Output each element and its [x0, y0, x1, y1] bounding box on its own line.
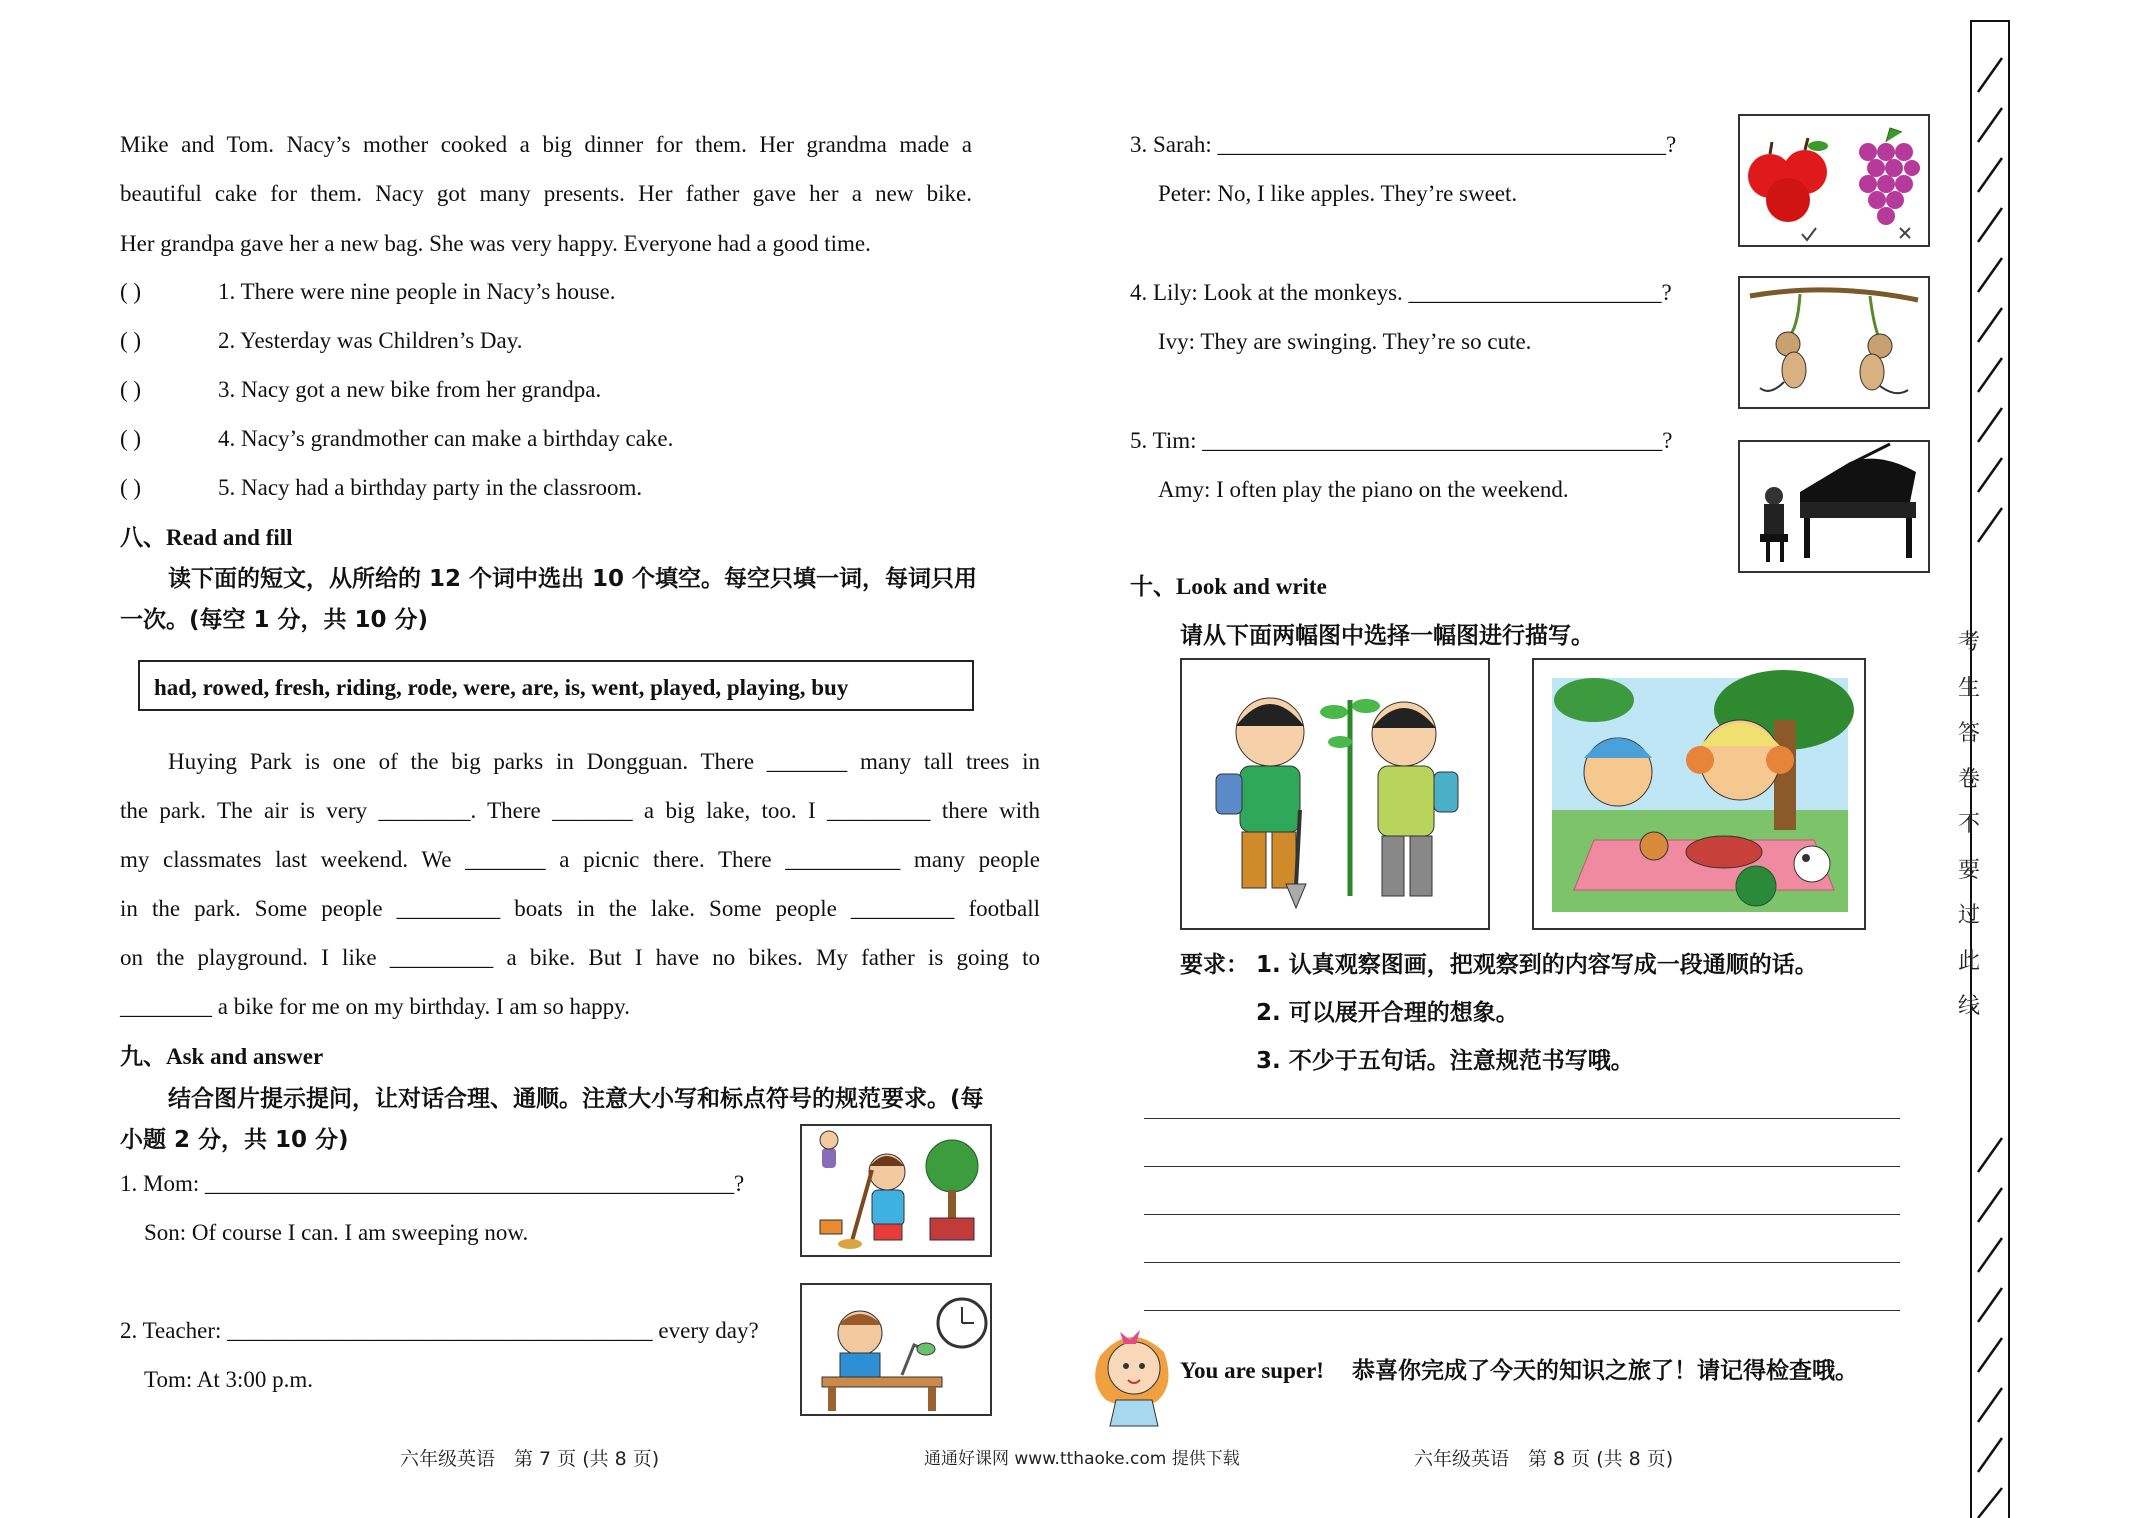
question-5[interactable]: 5. Tim: ________________________________________? [1130, 428, 1673, 453]
section9-instruction-1: 结合图片提示提问，让对话合理、通顺。注意大小写和标点符号的规范要求。(每 [168, 1086, 984, 1112]
answer-3: Peter: No, I like apples. They’re sweet. [1158, 181, 1518, 206]
tf-paren[interactable]: ( ) [120, 426, 142, 451]
section9-heading: 九、Ask and answer [120, 1044, 324, 1069]
boy-reading-clock-image [800, 1283, 992, 1416]
requirement-1: 1. 认真观察图画，把观察到的内容写成一段通顺的话。 [1256, 952, 1818, 978]
fill-line-2: the park. The air is very ________. There _______ a big lake, too. I _________ there with [120, 798, 1040, 823]
section8-instruction-1: 读下面的短文，从所给的 12 个词中选出 10 个填空。每空只填一词，每词只用 [168, 566, 978, 592]
question-4[interactable]: 4. Lily: Look at the monkeys. ______________________? [1130, 280, 1672, 305]
passage-line-1: Mike and Tom. Nacy’s mother cooked a big dinner for them. Her grandma made a [120, 132, 972, 157]
site-credit: 通通好课网 www.tthaoke.com 提供下载 [924, 1449, 1240, 1469]
answer-2: Tom: At 3:00 p.m. [144, 1367, 313, 1392]
answer-1: Son: Of course I can. I am sweeping now. [144, 1220, 529, 1245]
closing-chinese: 恭喜你完成了今天的知识之旅了！请记得检查哦。 [1352, 1358, 1858, 1384]
section10-instruction: 请从下面两幅图中选择一幅图进行描写。 [1180, 623, 1594, 649]
right-page-footer: 六年级英语 第 8 页 (共 8 页) [1414, 1448, 1674, 1470]
writing-line[interactable] [1144, 1214, 1900, 1215]
closing-english: You are super! [1180, 1358, 1324, 1383]
passage-line-2: beautiful cake for them. Nacy got many presents. Her father gave her a new bike. [120, 181, 972, 206]
tf-paren[interactable]: ( ) [120, 328, 142, 353]
tree-planting-image [1180, 658, 1490, 930]
margin-char: 考 [1957, 630, 1980, 655]
tf-paren[interactable]: ( ) [120, 377, 142, 402]
girl-mascot-image [1080, 1316, 1180, 1428]
tf-item: 2. Yesterday was Children’s Day. [218, 328, 523, 353]
question-3[interactable]: 3. Sarah: _______________________________________? [1130, 132, 1677, 157]
margin-char: 要 [1957, 857, 1980, 883]
tf-item: 3. Nacy got a new bike from her grandpa. [218, 377, 602, 402]
answer-5: Amy: I often play the piano on the weekend. [1158, 477, 1569, 502]
requirement-2: 2. 可以展开合理的想象。 [1256, 1000, 1519, 1026]
tf-paren[interactable]: ( ) [120, 475, 142, 500]
tf-paren[interactable]: ( ) [120, 279, 142, 304]
fill-line-5: on the playground. I like _________ a bike. But I have no bikes. My father is going to [120, 945, 1040, 970]
fill-line-3: my classmates last weekend. We _______ a picnic there. There __________ many people [120, 847, 1040, 872]
writing-line[interactable] [1144, 1166, 1900, 1167]
tf-item: 4. Nacy’s grandmother can make a birthday cake. [218, 426, 674, 451]
piano-image [1738, 440, 1930, 573]
fill-line-4: in the park. Some people _________ boats in the lake. Some people _________ football [120, 896, 1040, 921]
monkeys-image [1738, 276, 1930, 409]
margin-char: 此 [1957, 948, 1980, 974]
margin-char: 不 [1957, 812, 1980, 837]
apples-grapes-image [1738, 114, 1930, 247]
fill-line-1: Huying Park is one of the big parks in Dongguan. There _______ many tall trees in [168, 749, 1040, 774]
question-1[interactable]: 1. Mom: ______________________________________________? [120, 1171, 745, 1196]
section9-instruction-2: 小题 2 分，共 10 分) [120, 1127, 349, 1153]
margin-char: 线 [1957, 994, 1980, 1019]
writing-line[interactable] [1144, 1310, 1900, 1311]
answer-4: Ivy: They are swinging. They’re so cute. [1158, 329, 1532, 354]
do-not-cross-line-notice [1956, 620, 1982, 1030]
requirement-3: 3. 不少于五句话。注意规范书写哦。 [1256, 1048, 1634, 1074]
tf-item: 5. Nacy had a birthday party in the classroom. [218, 475, 643, 500]
word-bank-text: had, rowed, fresh, riding, rode, were, are, is, went, played, playing, buy [154, 675, 849, 700]
word-bank-box [138, 660, 974, 711]
margin-char: 过 [1957, 903, 1980, 928]
fill-line-6: ________ a bike for me on my birthday. I am so happy. [120, 994, 630, 1019]
writing-line[interactable] [1144, 1262, 1900, 1263]
sweeping-boy-image [800, 1124, 992, 1257]
margin-char: 生 [1957, 675, 1980, 701]
tf-item: 1. There were nine people in Nacy’s house. [218, 279, 616, 304]
section10-heading: 十、Look and write [1130, 574, 1327, 599]
section8-instruction-2: 一次。(每空 1 分，共 10 分) [120, 607, 429, 633]
left-page-footer: 六年级英语 第 7 页 (共 8 页) [400, 1448, 660, 1470]
margin-char: 答 [1957, 721, 1980, 746]
section8-heading: 八、Read and fill [120, 525, 293, 550]
requirements-label: 要求： [1180, 952, 1249, 978]
passage-line-3: Her grandpa gave her a new bag. She was very happy. Everyone had a good time. [120, 231, 871, 256]
question-2[interactable]: 2. Teacher: _____________________________________ every day? [120, 1318, 759, 1343]
margin-char: 卷 [1957, 766, 1980, 792]
picnic-image [1532, 658, 1866, 930]
writing-line[interactable] [1144, 1118, 1900, 1119]
